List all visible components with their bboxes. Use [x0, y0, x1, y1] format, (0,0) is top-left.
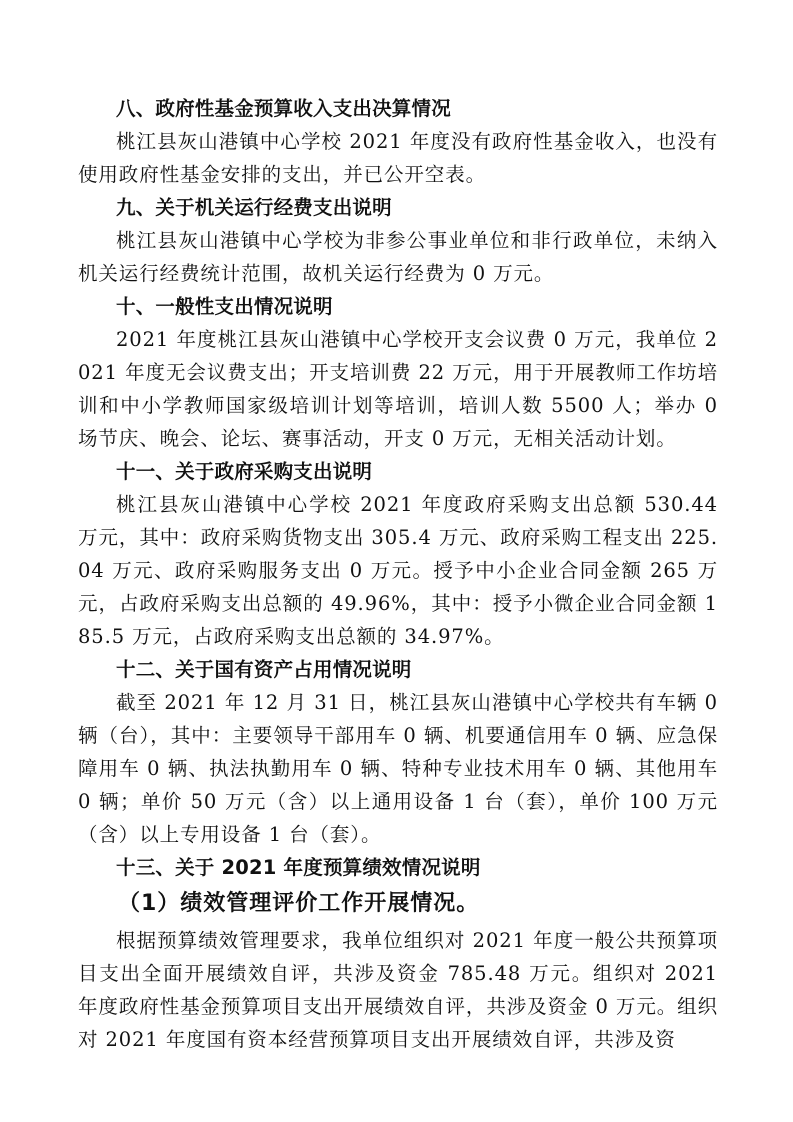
section-13-subheading: （1）绩效管理评价工作开展情况。 [118, 891, 480, 916]
section-8-heading: 八、政府性基金预算收入支出决算情况 [116, 97, 451, 120]
document-body [78, 92, 718, 1056]
section-10-heading: 十、一般性支出情况说明 [116, 295, 333, 318]
section-13-body: 根据预算绩效管理要求，我单位组织对 2021 年度一般公共预算项目支出全面开展绩效自评，共涉及资金 785.48 万元。组织对 2021 年度政府性基金预算项目支出开展绩效自评，共涉及资金 0 万元。组织对 2021 年度国有资本经营预算项目支出开展绩效自评，共涉及资 [78, 929, 718, 1051]
section-11-heading: 十一、关于政府采购支出说明 [116, 460, 373, 483]
section-12-body: 截至 2021 年 12 月 31 日，桃江县灰山港镇中心学校共有车辆 0 辆（台），其中：主要领导干部用车 0 辆、机要通信用车 0 辆、应急保障用车 0 辆、执法执勤用车 0 辆、特种专业技术用车 0 辆、其他用车 0 辆；单价 50 万元（含）以上通用设备 1 台（套），单价 100 万元（含）以上专用设备 1 台（套）。 [78, 691, 718, 846]
section-11-body: 桃江县灰山港镇中心学校 2021 年度政府采购支出总额 530.44 万元，其中：政府采购货物支出 305.4 万元、政府采购工程支出 225.04 万元、政府采购服务支出 0 万元。授予中小企业合同金额 265 万元，占政府采购支出总额的 49.96%，其中：授予小微企业合同金额 185.5 万元，占政府采购支出总额的 34.97%。 [78, 493, 718, 648]
section-12-heading: 十二、关于国有资产占用情况说明 [116, 658, 412, 681]
section-9-body: 桃江县灰山港镇中心学校为非参公事业单位和非行政单位，未纳入机关运行经费统计范围，故机关运行经费为 0 万元。 [78, 229, 718, 285]
section-13-heading: 十三、关于 2021 年度预算绩效情况说明 [116, 856, 481, 879]
section-9-heading: 九、关于机关运行经费支出说明 [116, 196, 392, 219]
section-8-body: 桃江县灰山港镇中心学校 2021 年度没有政府性基金收入，也没有使用政府性基金安排的支出，并已公开空表。 [78, 130, 718, 186]
section-10-body: 2021 年度桃江县灰山港镇中心学校开支会议费 0 万元，我单位 2021 年度无会议费支出；开支培训费 22 万元，用于开展教师工作坊培训和中小学教师国家级培训计划等培训，培训人数 5500 人；举办 0 场节庆、晚会、论坛、赛事活动，开支 0 万元，无相关活动计划。 [78, 328, 718, 450]
